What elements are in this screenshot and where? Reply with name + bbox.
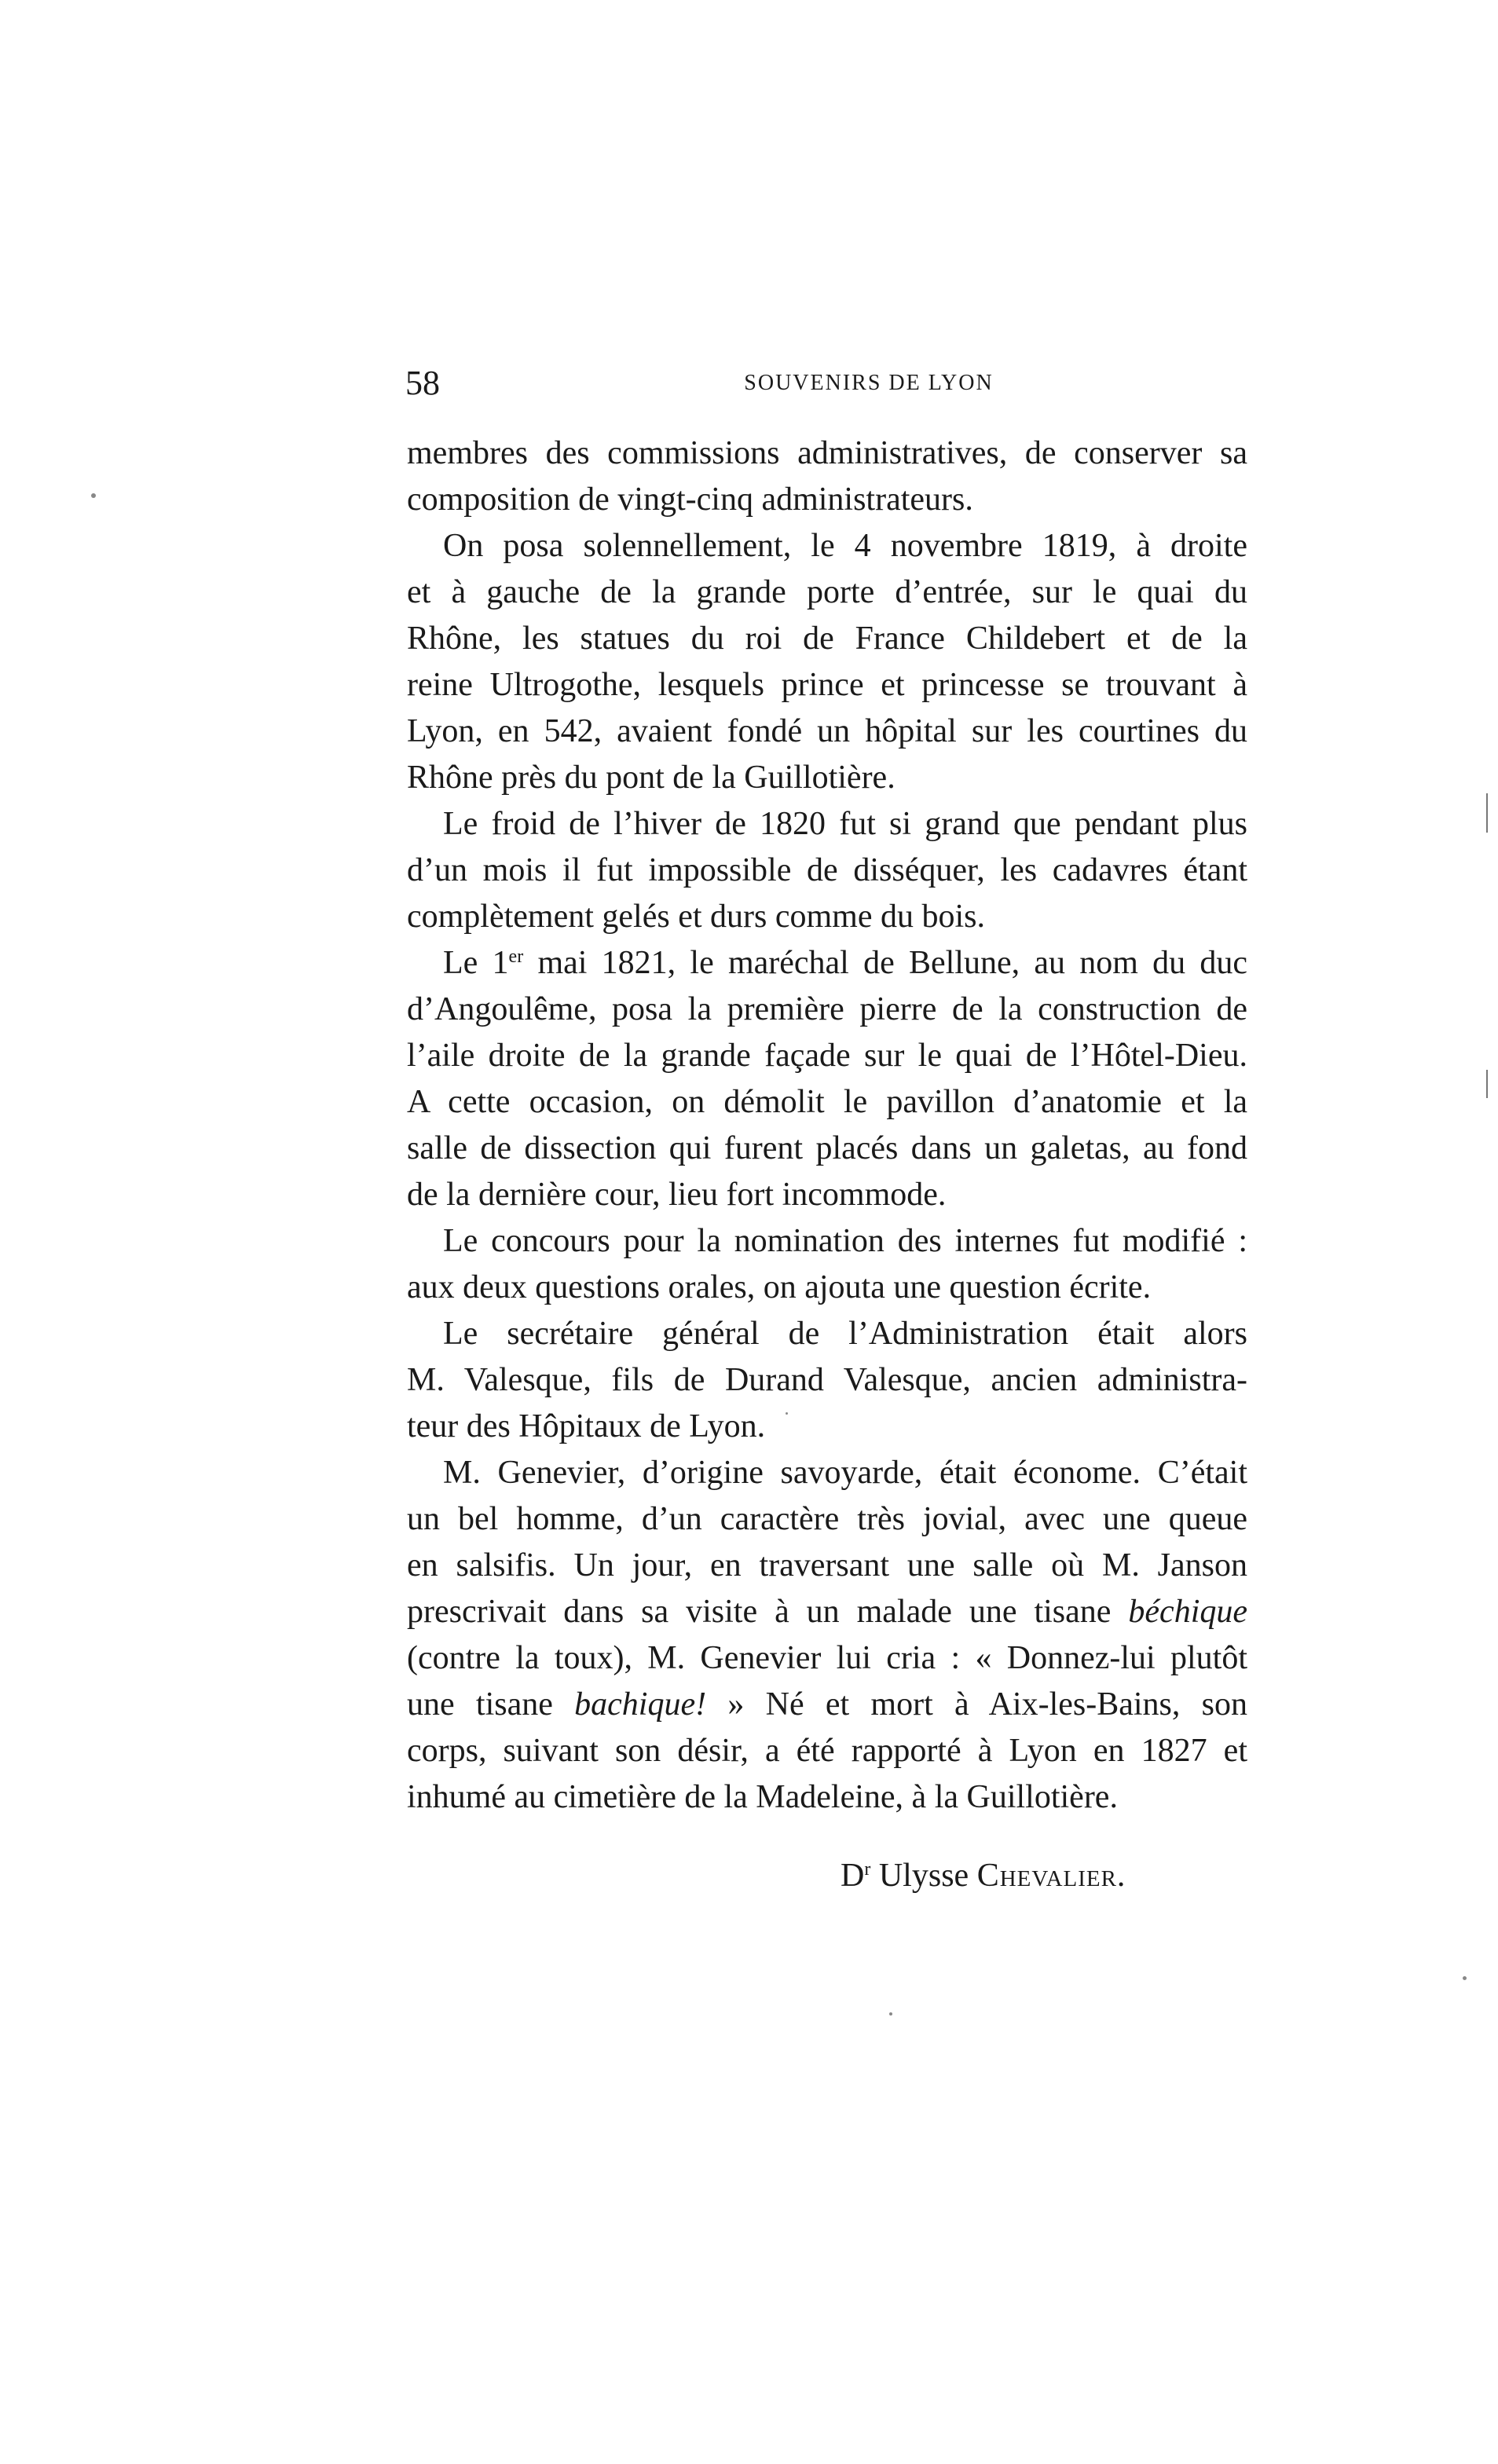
text-fragment: prescrivait dans sa visite à un malade une tisane [407, 1594, 1129, 1630]
text-line: Rhône près du pont de la Guillotière. [407, 760, 896, 796]
scan-speck [1463, 1976, 1467, 1980]
text-fragment: 1 [492, 945, 509, 981]
text-line: composition de vingt-cinq administrateurs. [407, 481, 973, 518]
text-line: M. Genevier, d’origine savoyarde, était économe. C’était [443, 1455, 1247, 1491]
text-fragment: mai 1821, le maréchal de Bellune, au nom du duc [523, 945, 1247, 981]
text-line: Le secrétaire général de l’Administration était alors [443, 1316, 1247, 1352]
text-line: aux deux questions orales, on ajouta une question écrite. [407, 1269, 1152, 1305]
text-line: Lyon, en 542, avaient fondé un hôpital sur les courtines du [407, 713, 1247, 749]
text-line: et à gauche de la grande porte d’entrée, sur le quai du [407, 574, 1247, 610]
text-line [407, 1589, 1247, 1635]
text-line: A cette occasion, on démolit le pavillon d’anatomie et la [407, 1084, 1247, 1120]
page-header [405, 360, 1246, 407]
text-fragment: Le [443, 945, 493, 981]
running-title: SOUVENIRS DE LYON [744, 371, 994, 395]
text-fragment: » Né et mort à Aix-les-Bains, son [706, 1686, 1248, 1723]
text-line: reine Ultrogothe, lesquels prince et princesse se trouvant à [407, 667, 1247, 703]
italic-word: bachique! [574, 1686, 707, 1723]
italic-word: béchique [1128, 1594, 1247, 1630]
text-fragment: une tisane [407, 1686, 575, 1723]
text-line: Le concours pour la nomination des internes fut modifié : [443, 1223, 1247, 1259]
text-line: teur des Hôpitaux de Lyon. [407, 1408, 766, 1444]
text-line: (contre la toux), M. Genevier lui cria : « Donnez-lui plutôt [407, 1640, 1247, 1676]
text-line: de la dernière cour, lieu fort incommode. [407, 1177, 947, 1213]
text-line: On posa solennellement, le 4 novembre 1819, à droite [443, 528, 1247, 564]
body-text [407, 430, 1247, 1821]
page-number: 58 [405, 364, 440, 402]
scan-mark [1486, 1070, 1488, 1098]
scan-speck [889, 2012, 892, 2016]
text-line: complètement gelés et durs comme du bois. [407, 899, 985, 935]
scan-speck [91, 493, 96, 498]
text-line: membres des commissions administratives, de conserver sa [407, 435, 1247, 471]
signature-title-sup: r [864, 1859, 871, 1880]
text-line: inhumé au cimetière de la Madeleine, à la Guillotière. [407, 1779, 1118, 1815]
text-line: Rhône, les statues du roi de France Childebert et de la [407, 621, 1247, 657]
scan-mark [1486, 793, 1488, 833]
text-line: M. Valesque, fils de Durand Valesque, ancien administra- [407, 1362, 1247, 1398]
text-line: l’aile droite de la grande façade sur le quai de l’Hôtel-Dieu. [407, 1038, 1247, 1074]
signature-surname: Chevalier. [976, 1858, 1126, 1894]
text-line [407, 940, 1247, 987]
signature-title: D [841, 1858, 865, 1894]
signature-first-name: Ulysse [878, 1858, 969, 1894]
text-line: salle de dissection qui furent placés dans un galetas, au fond [407, 1130, 1247, 1166]
signature [841, 1852, 1126, 1899]
text-line: corps, suivant son désir, a été rapporté à Lyon en 1827 et [407, 1733, 1247, 1769]
text-line: Le froid de l’hiver de 1820 fut si grand que pendant plus [443, 806, 1247, 842]
scan-speck [786, 1412, 788, 1415]
text-line: en salsifis. Un jour, en traversant une salle où M. Janson [407, 1547, 1247, 1583]
superscript: er [508, 946, 524, 967]
text-line [407, 1682, 1247, 1728]
text-line: d’un mois il fut impossible de disséquer, les cadavres étant [407, 852, 1247, 888]
text-line: d’Angoulême, posa la première pierre de la construction de [407, 991, 1247, 1027]
text-line: un bel homme, d’un caractère très jovial, avec une queue [407, 1501, 1247, 1537]
